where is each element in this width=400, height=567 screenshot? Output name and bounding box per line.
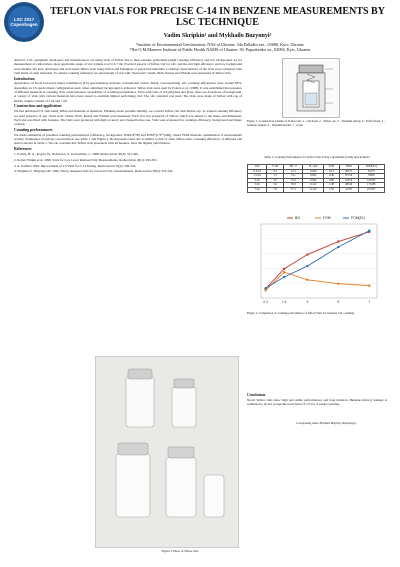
table-cell: 0.40 [324, 174, 339, 179]
table-header-cell: V, ml [267, 165, 284, 170]
data-point [368, 230, 370, 232]
table-cell: 172188 [358, 183, 385, 188]
table-cell: 0.063 [303, 174, 324, 179]
table-header-cell: B, cpm [303, 165, 324, 170]
data-point [337, 282, 339, 284]
table1-caption: Table 1. Counting Performance for Teflon Vials Using a Quantulus (1220) Spectrometer [264, 155, 370, 159]
corresponding-author: Corresponding author: Mykhailo Buzynnyi, mbuzynny@... [296, 422, 358, 425]
table-header-cell: Eff, % [284, 165, 303, 170]
table-cell: 0.80 [324, 178, 339, 183]
x-tick-label: 7 [368, 300, 371, 304]
table-cell: 0.13 [324, 169, 339, 174]
vial-schematic [282, 58, 340, 118]
table-header-cell: E²/B [324, 165, 339, 170]
data-point [337, 240, 339, 242]
table-cell: 76.8 [284, 183, 303, 188]
data-point [306, 265, 308, 267]
table-header-cell: FOM [339, 165, 358, 170]
abstract: Abstract. LSC equipment developers and manufacturers are using vials of Teflon due to their extreme performance-high counting efficiency and low background. As for measurement of radiocarbon, most applicable range of vial volume is of 0.3-7 ml. Practical aspects of Teflon vial for 14C and Rn-222 high efficiency and low background were studied. We have developed and well tested Teflon vials using Teflon and Plexiglass or polyacetal materials. Counting characteristics of the vials were compared with vials made of other materials. To extend counting efficiency we used design of vial with "dead zone" inside. Both, Radon and Tritium were measured in Teflon vials. [14, 58, 242, 75]
vials-photo [95, 356, 239, 548]
data-point [283, 276, 285, 278]
table-header-cell: Vial [248, 165, 267, 170]
affiliation-1: ¹Institute of Environmental Geochemistry NAS of Ukraine, 34a Palladin ave., 03680, Kyiv, Ukraine [136, 42, 304, 47]
section-text: We had developed LS vials using Teflon and titanium as materials. Thinking about possible stability, we covered Teflon vial with Delrin cap. To extend counting efficiency we used presence of any "dead zone" inside. Both, Radon and Tritium were measured. Each vial was produced of Teflon, which was turned to the shape and dimension. Each vial was filled with benzene. The vials were produced with high accuracy and cleaned before use. Vials were evaluated for counting efficiency, background and figure of merit. [14, 109, 242, 127]
data-point [264, 287, 266, 289]
table-cell: 0.3 [267, 169, 284, 174]
figure1-caption: Figure 1. Construction scheme of Teflon vial: 1 - vial itself, 2 - Teflon cap, 3 - Titanium spring, 4 - Teflon flask, 5 - benzene sample, 6 - Titanium holder, 7 - screw [247, 119, 385, 127]
data-point [337, 246, 339, 248]
section-heading: Introduction [14, 76, 35, 81]
data-point [283, 271, 285, 273]
data-point [368, 284, 370, 286]
conclusion-heading: Conclusion. [247, 393, 267, 397]
table-cell: 3.0 [267, 178, 284, 183]
table-cell: 5 ml [248, 183, 267, 188]
reference-item: 2. Robert Witkin et al. 1998. Vials for Low Level Radioactivity Measurements. Radiocarbon 40(1): 293-301. [14, 157, 158, 162]
table-cell: 33273 [358, 169, 385, 174]
data-point [264, 289, 266, 291]
reference-item: 3. A. Kaihola 1993. Improvement of LS Vials for C-14 Dating. Radiocarbon 35(2): 349-354. [14, 163, 137, 168]
figure3-caption: Figure 3. Photo of Teflon vials [161, 549, 199, 553]
figure2-caption: Figure 2. Comparison of counting performance of Teflon Vials for benzene 14C counting [247, 311, 355, 315]
performance-table [247, 164, 385, 193]
table-cell: 1.5 [267, 174, 284, 179]
table-cell: 1.38 [324, 183, 339, 188]
table-cell: 0.020 [303, 169, 324, 174]
table-cell: 72.3 [284, 169, 303, 174]
poster-title: TEFLON VIALS FOR PRECISE C-14 IN BENZENE MEASUREMENTS BY LSC TECHNIQUE [50, 6, 385, 28]
performance-chart [247, 212, 387, 310]
reference-item: 1. Polach, H. A., Kojola, H., Robertson, S. and Kaihola, L. 1988. Radiocarbon 30(3): 331-340. [14, 151, 139, 156]
table-cell: 77.3 [284, 187, 303, 192]
table-cell: 75.9 [284, 178, 303, 183]
logo-line1: LSC 2017 [13, 17, 35, 22]
table-cell: 70985 [358, 174, 385, 179]
table-cell: 7 ml [248, 187, 267, 192]
references-heading: References [14, 147, 32, 152]
authors: Vadim Skripkin¹ and Mykhailo Buzynnyi² [163, 33, 272, 39]
section-text: Application of novel low-level liquid scintillation (LS) spectrometers includes conventional carbon dating. Corresponding 14C counting efficiencies were around 80%, depending on LS spectrometer configuration used, when optimized background is achieved. Teflon vials were used by Polach et al. (1988). It was established that presence of different materials in counting vials could introduce an inability of counting performance. Even with vials of polyethylene and glass, there are deviations of background. A variety of vials with various materials have been tested to establish highest performing vial. The 14C standard was used. The vials were made of Teflon with cap of Delrin, sample volume of 3 ml and 7 ml. [14, 81, 242, 103]
table-cell: 0.143 [303, 187, 324, 192]
table-cell: 5.0 [267, 183, 284, 188]
data-point [283, 268, 285, 270]
conference-logo [4, 2, 44, 42]
section-heading: Construction and application [14, 104, 62, 109]
x-tick-label: 3 [306, 300, 309, 304]
table-cell: 87156 [339, 174, 358, 179]
legend-label: BG [295, 216, 300, 221]
left-column [14, 58, 242, 175]
table-cell: 61279 [339, 178, 358, 183]
table-cell: 227207 [358, 187, 385, 192]
x-tick-label: 1.5 [281, 300, 287, 304]
legend-label: FOM(E1) [351, 216, 365, 221]
table-cell: 0.3 ml [248, 169, 267, 174]
logo-line2: Copenhagen [10, 22, 38, 27]
table-cell: 1.87 [324, 187, 339, 192]
section-heading: Counting performances [14, 127, 53, 132]
table-cell: 107932 [358, 178, 385, 183]
table-cell: 48346 [339, 183, 358, 188]
x-tick-label: 5 [337, 300, 340, 304]
table-cell: 0.094 [303, 178, 324, 183]
table-cell: 41787 [339, 187, 358, 192]
data-point [306, 253, 308, 255]
conclusion-text: Novel Teflon vials show high and stable performances and long duration. Benzene (micro) leakage is estimated to be not acceptable level below 0.1% for 4 weeks counting. [247, 397, 387, 407]
reference-item: 4. Skripkin V., Buzynnyi M. 1996. Newly designed vials for low-level LSC measurements. Radiocarbon 38(2): 334-342. [14, 169, 174, 174]
table-cell: 1.5 ml [248, 174, 267, 179]
conclusion-block [247, 392, 387, 406]
table-cell: 26137 [339, 169, 358, 174]
affiliation-2: ²The O.M.Marzeev Institute of Public Health NAMS of Ukraine, 50, Popudrenko str., 02094, Kyiv, Ukraine [129, 47, 311, 52]
vial-diagram-icon [283, 59, 339, 117]
table-cell: 7.0 [267, 187, 284, 192]
table-cell: 3 ml [248, 178, 267, 183]
data-point [306, 279, 308, 281]
table-cell: 74.1 [284, 174, 303, 179]
table-row [248, 187, 385, 192]
table-cell: 0.122 [303, 183, 324, 188]
section-text: We made estimation of potential counting performances (efficiency, background, FOM=E²/B) and FOM²/(1+F²/(nB)), where FOM illustrate optimization of measurement activity. Estimation of activity concentration, see Table 1 and Figure 2. Background count rate is similar to that of other Teflon vials. Counting efficiency of different vial sizes is shown in Table 1. We can conclude that Teflon vials presented, with all features, have the highest performance. [14, 132, 242, 146]
table-header-cell: FOM(E1) [358, 165, 385, 170]
x-tick-label: 0.3 [263, 300, 268, 304]
legend-label: FOM [323, 216, 331, 221]
